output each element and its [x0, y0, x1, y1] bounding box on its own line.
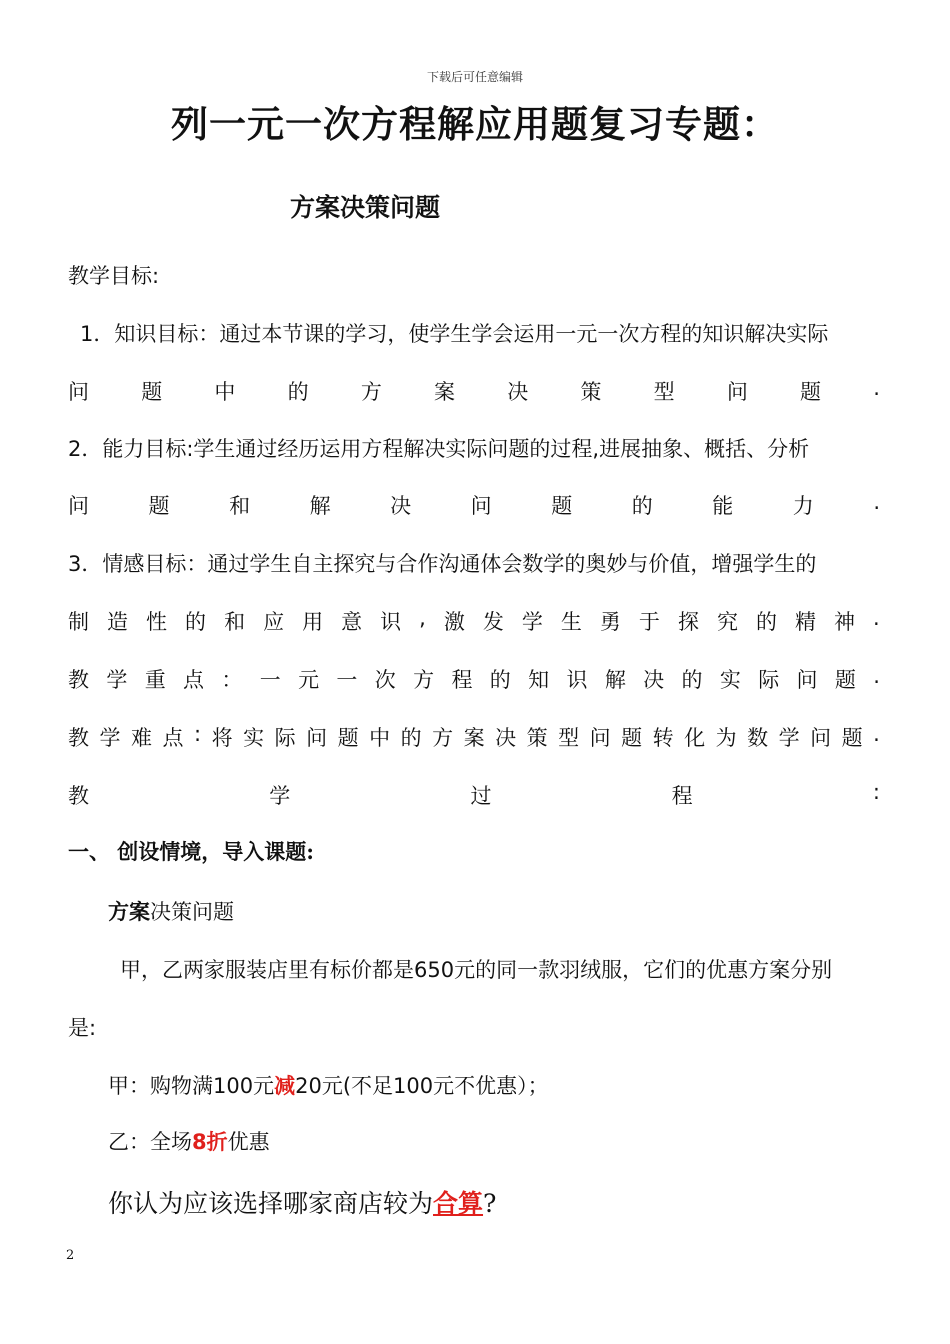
plan-a-post: 20元(不足100元不优惠）；: [295, 1074, 549, 1098]
justified-char: 点: [162, 726, 184, 750]
justified-char: 案: [434, 380, 456, 404]
justified-char: .: [873, 376, 880, 400]
justified-char: 程: [451, 668, 473, 692]
justified-char: 题: [841, 726, 863, 750]
justified-char: 题: [800, 380, 822, 404]
justified-char: 的: [489, 668, 511, 692]
goal3-line1: 3．情感目标：通过学生自主探究与合作沟通体会数学的奥妙与价值，增强学生的: [68, 552, 817, 576]
justified-char: 生: [560, 610, 582, 634]
justified-char: 学: [269, 784, 291, 808]
problem-line2: 是:: [68, 1016, 97, 1040]
justified-char: 教: [68, 668, 89, 692]
justified-char: 点: [183, 668, 205, 692]
justified-char: 决: [507, 380, 529, 404]
justified-char: 学: [521, 610, 543, 634]
plan-a-red: 减: [274, 1074, 296, 1098]
justified-char: 性: [146, 610, 168, 634]
justified-char: 学: [99, 726, 121, 750]
justified-char: :: [872, 780, 880, 804]
key-point-line: [68, 664, 880, 694]
justified-char: 解: [604, 668, 626, 692]
plan-b-pre: 乙：全场: [108, 1130, 192, 1154]
justified-char: 问: [68, 494, 89, 518]
plan-b-post: 优惠: [227, 1130, 270, 1154]
justified-char: 题: [551, 494, 573, 518]
justified-char: .: [873, 722, 880, 746]
question-line: [108, 1184, 496, 1220]
justified-char: 教: [68, 726, 89, 750]
topic-line: [108, 896, 234, 926]
justified-char: 制: [68, 610, 89, 634]
justified-char: 激: [443, 610, 465, 634]
justified-char: :: [194, 722, 202, 746]
goal2-line1: 2．能力目标:学生通过经历运用方程解决实际问题的过程,进展抽象、概括、分析: [68, 437, 810, 461]
justified-char: 重: [144, 668, 166, 692]
justified-char: 能: [712, 494, 734, 518]
justified-char: 化: [684, 726, 706, 750]
justified-char: 识: [380, 610, 402, 634]
justified-char: 于: [638, 610, 660, 634]
justified-char: 学: [778, 726, 800, 750]
justified-char: 将: [211, 726, 233, 750]
justified-char: 次: [374, 668, 396, 692]
justified-char: 问: [726, 380, 748, 404]
justified-char: 策: [580, 380, 602, 404]
justified-char: ,: [419, 606, 426, 630]
justified-char: 的: [681, 668, 703, 692]
justified-char: 题: [834, 668, 856, 692]
justified-char: 方: [432, 726, 454, 750]
justified-char: 和: [224, 610, 246, 634]
justified-char: 问: [306, 726, 328, 750]
justified-char: 决: [643, 668, 665, 692]
justified-char: 和: [229, 494, 251, 518]
justified-char: 数: [747, 726, 769, 750]
justified-char: 识: [566, 668, 588, 692]
justified-char: 元: [298, 668, 320, 692]
justified-char: 解: [309, 494, 331, 518]
justified-char: 的: [185, 610, 207, 634]
justified-char: 的: [755, 610, 777, 634]
justified-char: ：: [221, 668, 243, 692]
justified-char: 发: [482, 610, 504, 634]
justified-char: 型: [558, 726, 580, 750]
justified-char: 方: [413, 668, 435, 692]
justified-char: 应: [263, 610, 285, 634]
plan-b-red: 8折: [192, 1130, 228, 1154]
topic-bold: 方案: [108, 899, 150, 924]
goal1-line2: [68, 376, 880, 406]
justified-char: 究: [716, 610, 738, 634]
justified-char: 精: [794, 610, 816, 634]
justified-char: 实: [243, 726, 265, 750]
justified-char: 为: [715, 726, 737, 750]
justified-char: 决: [495, 726, 517, 750]
justified-char: 过: [470, 784, 492, 808]
justified-char: 型: [653, 380, 675, 404]
justified-char: 教: [68, 784, 89, 808]
subtitle: 方案决策问题: [290, 193, 441, 222]
justified-char: 的: [400, 726, 422, 750]
justified-char: 题: [148, 494, 170, 518]
justified-char: 决: [390, 494, 412, 518]
justified-char: 实: [719, 668, 741, 692]
justified-char: 题: [141, 380, 163, 404]
justified-char: 用: [302, 610, 324, 634]
section-heading: 一、 创设情境，导入课题:: [68, 839, 315, 864]
justified-char: .: [873, 490, 880, 514]
plan-a: [108, 1070, 549, 1100]
justified-char: 神: [834, 610, 855, 634]
justified-char: 际: [758, 668, 780, 692]
question-post: ?: [483, 1189, 497, 1218]
justified-char: 中: [369, 726, 391, 750]
goal2-line2: [68, 490, 880, 520]
justified-char: 知: [528, 668, 550, 692]
justified-char: 案: [463, 726, 485, 750]
justified-char: 勇: [599, 610, 621, 634]
justified-char: 问: [470, 494, 492, 518]
page-title: 列一元一次方程解应用题复习专题：: [171, 102, 779, 146]
justified-char: 问: [796, 668, 818, 692]
justified-char: .: [873, 606, 880, 630]
justified-char: 力: [792, 494, 814, 518]
justified-char: 方: [360, 380, 382, 404]
justified-char: 题: [337, 726, 359, 750]
problem-line1: 甲，乙两家服装店里有标价都是650元的同一款羽绒服，它们的优惠方案分别: [120, 958, 833, 982]
header-note: 下载后可任意编辑: [426, 70, 523, 84]
justified-char: 一: [259, 668, 281, 692]
goal1-line1: 1．知识目标：通过本节课的学习，使学生学会运用一元一次方程的知识解决实际: [80, 322, 829, 346]
topic-rest: 决策问题: [150, 900, 234, 924]
justified-char: 题: [621, 726, 643, 750]
question-red: 合算: [433, 1189, 484, 1218]
justified-char: 际: [274, 726, 296, 750]
page-number: 2: [66, 1248, 75, 1263]
justified-char: 探: [677, 610, 699, 634]
plan-b: [108, 1126, 270, 1156]
justified-char: 学: [106, 668, 128, 692]
justified-char: 中: [214, 380, 236, 404]
justified-char: 造: [107, 610, 129, 634]
justified-char: 意: [341, 610, 363, 634]
justified-char: 难: [131, 726, 152, 750]
justified-char: 程: [671, 784, 693, 808]
question-pre: 你认为应该选择哪家商店较为: [108, 1189, 434, 1218]
difficulty-line: [68, 722, 880, 752]
justified-char: 问: [68, 380, 89, 404]
justified-char: 问: [589, 726, 611, 750]
justified-char: 一: [336, 668, 358, 692]
justified-char: 的: [631, 494, 653, 518]
justified-char: .: [873, 664, 880, 688]
process-line: [68, 780, 880, 810]
goal3-line2: [68, 606, 880, 636]
justified-char: 的: [287, 380, 309, 404]
goals-heading: 教学目标:: [68, 264, 160, 288]
justified-char: 策: [526, 726, 548, 750]
justified-char: 问: [810, 726, 832, 750]
plan-a-pre: 甲：购物满100元: [108, 1074, 275, 1098]
justified-char: 转: [652, 726, 674, 750]
